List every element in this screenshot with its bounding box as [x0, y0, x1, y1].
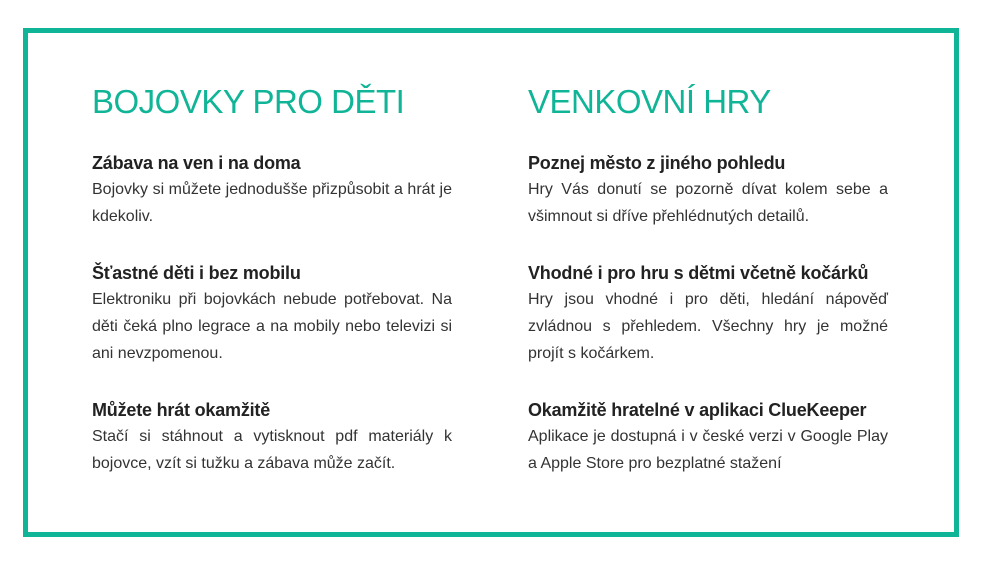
- feature-title: Vhodné i pro hru s dětmi včetně kočárků: [528, 263, 869, 283]
- feature-item: [92, 260, 452, 367]
- feature-title: Zábava na ven i na doma: [92, 153, 301, 173]
- feature-text: Stačí si stáhnout a vytisknout pdf materiály k bojovce, vzít si tužku a zábava může začít.: [92, 428, 452, 472]
- feature-item: [528, 260, 888, 367]
- section-title-bojovky: BOJOVKY PRO DĚTI: [92, 83, 405, 120]
- feature-text: Elektroniku při bojovkách nebude potřebovat. Na děti čeká plno legrace a na mobily nebo televizi si ani nevzpomenou.: [92, 291, 452, 362]
- feature-item: [528, 150, 888, 230]
- feature-title: Okamžitě hratelné v aplikaci ClueKeeper: [528, 400, 867, 420]
- column-bojovky: [92, 80, 452, 507]
- section-title-venkovni-hry: VENKOVNÍ HRY: [528, 83, 771, 120]
- feature-item: [92, 397, 452, 477]
- feature-text: Hry Vás donutí se pozorně dívat kolem sebe a všimnout si dříve přehlédnutých detailů.: [528, 181, 888, 225]
- feature-text: Aplikace je dostupná i v české verzi v Google Play a Apple Store pro bezplatné stažení: [528, 428, 888, 472]
- feature-title: Můžete hrát okamžitě: [92, 400, 271, 420]
- feature-item: [528, 397, 888, 477]
- feature-title: Poznej město z jiného pohledu: [528, 153, 786, 173]
- feature-title: Šťastné děti i bez mobilu: [92, 263, 301, 283]
- feature-text: Bojovky si můžete jednodušše přizpůsobit a hrát je kdekoliv.: [92, 181, 452, 225]
- feature-item: [92, 150, 452, 230]
- feature-text: Hry jsou vhodné i pro děti, hledání nápověď zvládnou s přehledem. Všechny hry je možné projít s kočárkem.: [528, 291, 888, 362]
- column-venkovni-hry: [528, 80, 888, 507]
